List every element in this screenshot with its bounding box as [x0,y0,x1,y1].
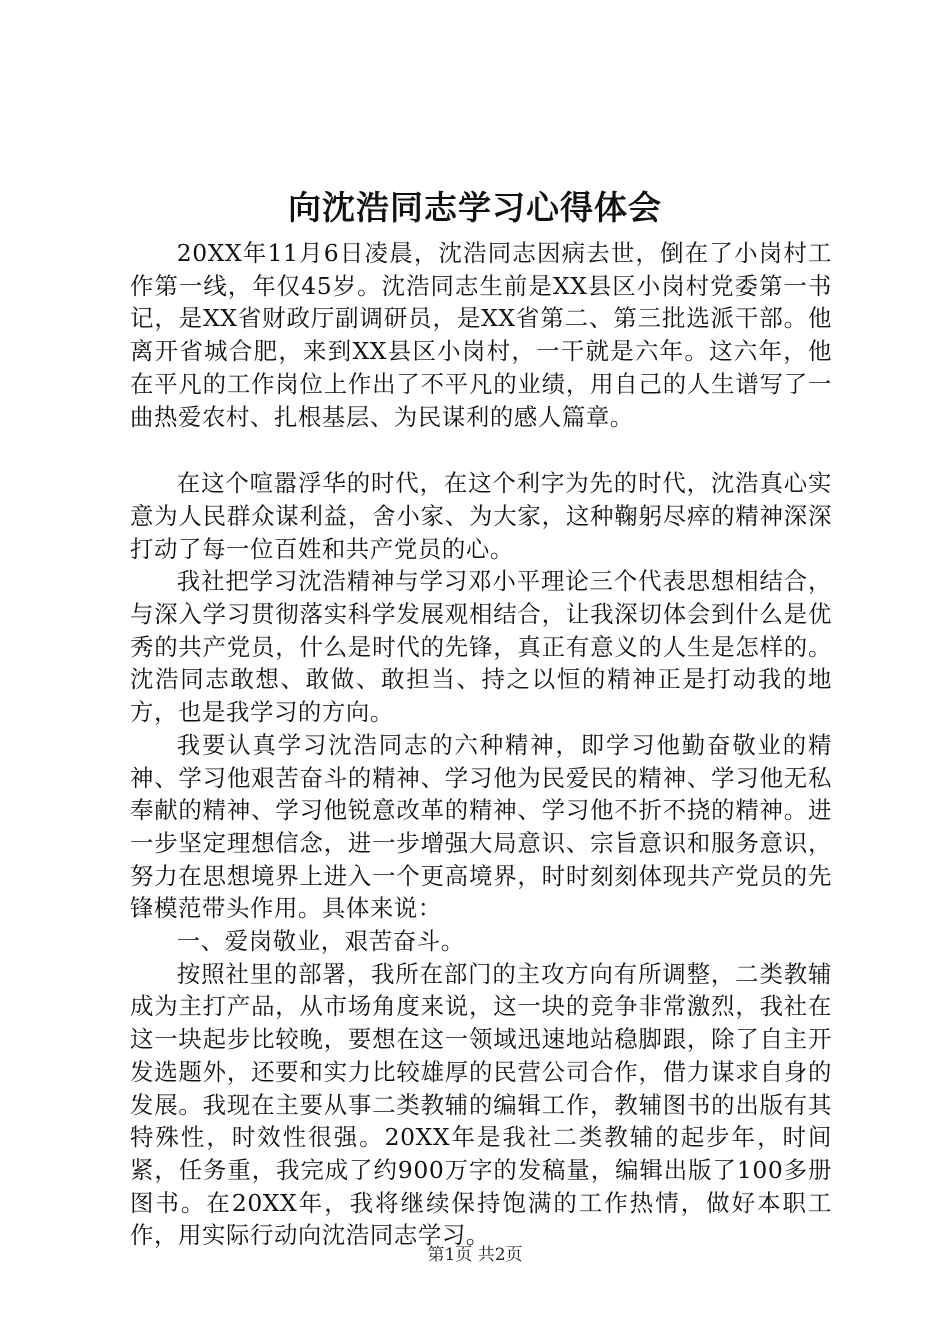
document-title: 向沈浩同志学习心得体会 [288,188,662,227]
paragraph-2: 在这个喧嚣浮华的时代，在这个利字为先的时代，沈浩真心实意为人民群众谋利益，舍小家、为大家，这种鞠躬尽瘁的精神深深打动了每一位百姓和共产党员的心。 [130,469,832,563]
paragraph-spacer [130,433,832,467]
section-heading-1: 一、爱岗敬业，艰苦奋斗。 [176,927,465,956]
document-body [130,237,832,1252]
paragraph-4: 我要认真学习沈浩同志的六种精神，即学习他勤奋敬业的精神、学习他艰苦奋斗的精神、学习他为民爱民的精神、学习他无私奉献的精神、学习他锐意改革的精神、学习他不折不挠的精神。进一步坚定理想信念，进一步增强大局意识、宗旨意识和服务意识，努力在思想境界上进入一个更高境界，时时刻刻体现共产党员的先锋模范带头作用。具体来说： [130,730,832,923]
paragraph-1: 20XX年11月6日凌晨，沈浩同志因病去世，倒在了小岗村工作第一线，年仅45岁。沈浩同志生前是XX县区小岗村党委第一书记，是XX省财政厅副调研员，是XX省第二、第三批选派干部。他离开省城合肥，来到XX县区小岗村，一干就是六年。这六年，他在平凡的工作岗位上作出了不平凡的业绩，用自己的人生谱写了一曲热爱农村、扎根基层、为民谋利的感人篇章。 [130,239,832,431]
page-number-footer: 第1页 共2页 [427,1245,523,1265]
paragraph-3: 我社把学习沈浩精神与学习邓小平理论三个代表思想相结合，与深入学习贯彻落实科学发展观相结合，让我深切体会到什么是优秀的共产党员，什么是时代的先锋，真正有意义的人生是怎样的。沈浩同志敢想、敢做、敢担当、持之以恒的精神正是打动我的地方，也是我学习的方向。 [130,567,832,727]
paragraph-5: 按照社里的部署，我所在部门的主攻方向有所调整，二类教辅成为主打产品，从市场角度来说，这一块的竞争非常激烈，我社在这一块起步比较晚，要想在这一领域迅速地站稳脚跟，除了自主开发选题外，还要和实力比较雄厚的民营公司合作，借力谋求自身的发展。我现在主要从事二类教辅的编辑工作，教辅图书的出版有其特殊性，时效性很强。20XX年是我社二类教辅的起步年，时间紧，任务重，我完成了约900万字的发稿量，编辑出版了100多册图书。在20XX年，我将继续保持饱满的工作热情，做好本职工作，用实际行动向沈浩同志学习。 [130,959,832,1250]
